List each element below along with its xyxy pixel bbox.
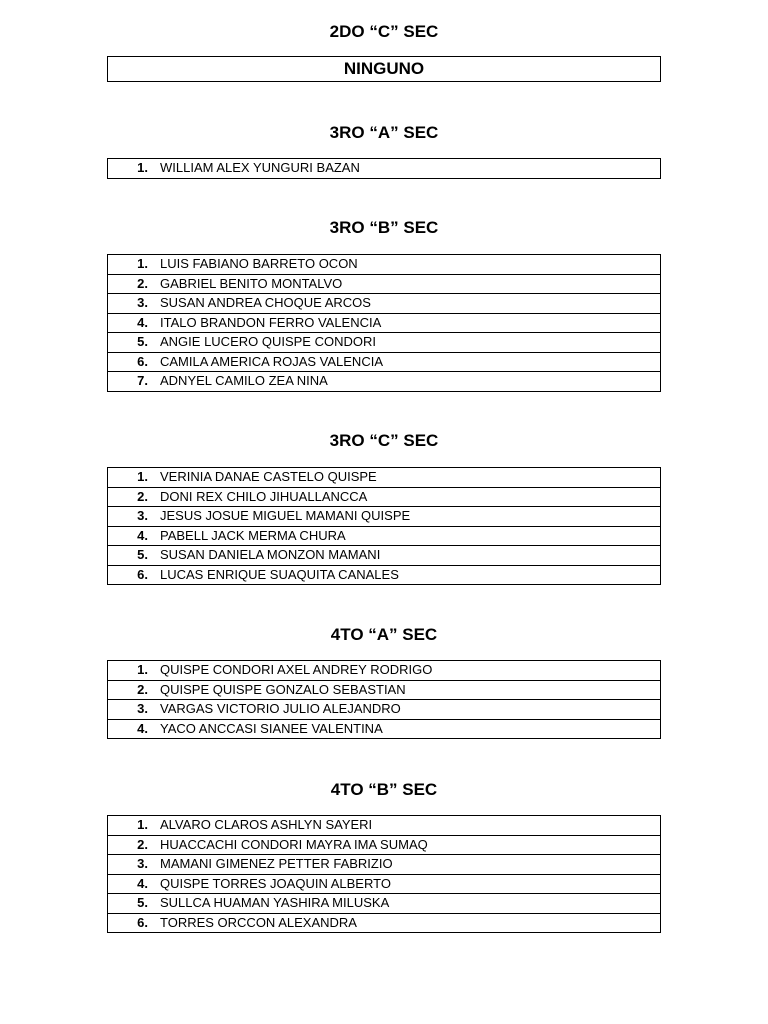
table-row	[108, 313, 660, 333]
table-row	[108, 661, 660, 680]
student-name: ANGIE LUCERO QUISPE CONDORI	[160, 334, 376, 349]
row-number: 4.	[137, 875, 148, 891]
student-name: VARGAS VICTORIO JULIO ALEJANDRO	[160, 701, 401, 716]
student-name: QUISPE TORRES JOAQUIN ALBERTO	[160, 875, 391, 891]
table-row	[108, 565, 660, 585]
table-row	[108, 719, 660, 739]
row-number: 4.	[137, 314, 148, 330]
student-name: WILLIAM ALEX YUNGURI BAZAN	[160, 160, 360, 175]
table-row	[108, 371, 660, 391]
table-row	[108, 274, 660, 294]
table-row	[108, 893, 660, 913]
student-table	[107, 158, 661, 179]
table-row	[108, 159, 660, 178]
student-name: LUIS FABIANO BARRETO OCON	[160, 256, 358, 271]
table-row	[108, 835, 660, 855]
table-row	[108, 506, 660, 526]
section-heading: 3RO “A” SEC	[329, 123, 439, 142]
student-name: PABELL JACK MERMA CHURA	[160, 527, 346, 543]
table-row	[108, 699, 660, 719]
row-number: 1.	[137, 160, 148, 175]
section-heading: 3RO “C” SEC	[329, 431, 439, 450]
student-name: MAMANI GIMENEZ PETTER FABRIZIO	[160, 856, 393, 871]
table-row	[108, 680, 660, 700]
table-row	[108, 332, 660, 352]
row-number: 6.	[137, 566, 148, 582]
row-number: 3.	[137, 701, 148, 716]
row-number: 6.	[137, 914, 148, 930]
student-name: QUISPE QUISPE GONZALO SEBASTIAN	[160, 681, 406, 697]
student-name: ALVARO CLAROS ASHLYN SAYERI	[160, 817, 373, 832]
student-name: HUACCACHI CONDORI MAYRA IMA SUMAQ	[160, 836, 428, 852]
table-row	[108, 293, 660, 313]
row-number: 5.	[137, 547, 148, 562]
row-number: 3.	[137, 295, 148, 310]
table-row	[108, 526, 660, 546]
row-number: 3.	[137, 508, 148, 523]
student-name: VERINIA DANAE CASTELO QUISPE	[160, 469, 377, 484]
table-row	[108, 352, 660, 372]
student-table	[107, 254, 661, 392]
student-name: GABRIEL BENITO MONTALVO	[160, 275, 343, 291]
student-table	[107, 815, 661, 933]
row-number: 3.	[137, 856, 148, 871]
student-name: ADNYEL CAMILO ZEA NINA	[160, 373, 328, 388]
row-number: 6.	[137, 353, 148, 369]
row-number: 1.	[137, 817, 148, 832]
row-number: 2.	[137, 836, 148, 852]
row-number: 5.	[137, 895, 148, 910]
table-row	[108, 854, 660, 874]
section-heading: 2DO “C” SEC	[329, 22, 439, 41]
table-row	[108, 545, 660, 565]
table-row	[108, 816, 660, 835]
student-table	[107, 467, 661, 585]
student-name: SUSAN ANDREA CHOQUE ARCOS	[160, 295, 371, 310]
row-number: 7.	[137, 373, 148, 388]
row-number: 1.	[137, 662, 148, 677]
student-name: DONI REX CHILO JIHUALLANCCA	[160, 488, 368, 504]
student-name: CAMILA AMERICA ROJAS VALENCIA	[160, 353, 383, 369]
row-number: 5.	[137, 334, 148, 349]
student-name: LUCAS ENRIQUE SUAQUITA CANALES	[160, 566, 399, 582]
table-row	[108, 468, 660, 487]
section-heading: 4TO “B” SEC	[330, 780, 438, 799]
section-heading: 3RO “B” SEC	[329, 218, 439, 237]
row-number: 2.	[137, 681, 148, 697]
row-number: 4.	[137, 527, 148, 543]
row-number: 2.	[137, 488, 148, 504]
student-table	[107, 660, 661, 739]
table-row	[108, 874, 660, 894]
row-number: 4.	[137, 720, 148, 736]
table-row	[108, 913, 660, 933]
table-row	[108, 487, 660, 507]
row-number: 1.	[137, 469, 148, 484]
row-number: 2.	[137, 275, 148, 291]
table-row	[108, 255, 660, 274]
row-number: 1.	[137, 256, 148, 271]
student-name: SUSAN DANIELA MONZON MAMANI	[160, 547, 381, 562]
student-name: JESUS JOSUE MIGUEL MAMANI QUISPE	[160, 508, 411, 523]
student-name: ITALO BRANDON FERRO VALENCIA	[160, 314, 382, 330]
student-name: TORRES ORCCON ALEXANDRA	[160, 914, 357, 930]
empty-note: NINGUNO	[107, 56, 661, 82]
section-heading: 4TO “A” SEC	[330, 625, 438, 644]
student-name: QUISPE CONDORI AXEL ANDREY RODRIGO	[160, 662, 433, 677]
student-name: YACO ANCCASI SIANEE VALENTINA	[160, 720, 383, 736]
student-name: SULLCA HUAMAN YASHIRA MILUSKA	[160, 895, 390, 910]
